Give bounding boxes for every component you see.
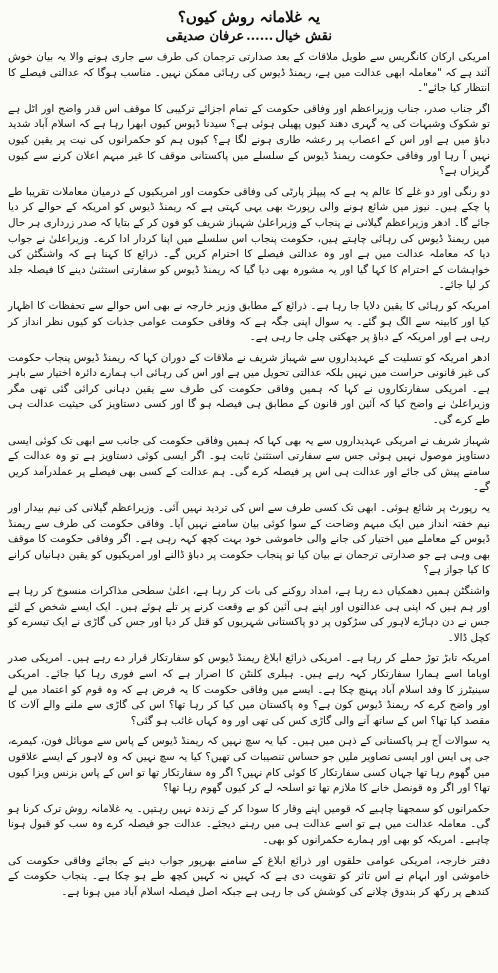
paragraph: واشنگٹن ہمیں دھمکیاں دے رہا ہے، امداد روکنے کی بات کر رہا ہے، اعلیٰ سطحی مذاکرات منسوخ کر رہا ہے اور ہم ہیں کہ اپنی ہی عدالتوں اور اپنے ہی آئین کو بے وقعت کرنے پر تلے ہوئے ہیں۔ ایک ایسے شخص کے لئے جس نے دن دہاڑے لاہور کی سڑکوں پر دو پاکستانی شہریوں کو قتل کر دیا اور جس کی گاڑی نے ایک تیسرے کو کچل ڈالا۔ [8,585,490,644]
paragraph: اگر جناب صدر، جناب وزیراعظم اور وفاقی حکومت کے تمام اجزائے ترکیبی کا موقف اس قدر واضح اور اٹل ہے تو شکوک وشبہات کی یہ گہری دھند کیوں پھیلی ہوئی ہے؟ سیدنا ڈیوس کیوں ابھرا رہا ہے کہ اسلام آباد شدید دباؤ میں ہے اور اس کے اعصاب پر رعشہ طاری ہونے لگا ہے؟ کیوں ہم کو حکمرانوں کی نیت پر یقین کیوں نہیں آ رہا اور وفاقی حکومت ریمنڈ ڈیوس کے سلسلے میں پاکستانی موقف کا غیر مبہم اعلان کرنے سے کیوں گریزاں ہے؟ [8,102,490,178]
paragraph: شہباز شریف نے امریکی عہدیداروں سے یہ بھی کہا کہ ہمیں وفاقی حکومت کی جانب سے ابھی تک کوئی ایسی دستاویز موصول نہیں ہوئی جس سے سفارتی استثنیٰ ثابت ہو۔ اگر ایسی کوئی دستاویز ہے تو وہ عدالت کے سامنے پیش کی جائے اور عدالت ہی اس پر فیصلہ کرے گی۔ ہم عدالت کے کسی بھی فیصلے پر عملدرآمد کریں گے۔ [8,434,490,494]
paragraph: امریکہ تابڑ توڑ حملے کر رہا ہے۔ امریکی ذرائع ابلاغ ریمنڈ ڈیوس کو سفارتکار قرار دے رہے ہیں۔ امریکی صدر اوباما اسے ہمارا سفارتکار کہہ رہے ہیں۔ ہیلری کلنٹن کا اصرار ہے کہ اسے فوری رہا کیا جائے۔ امریکی سینیٹرز کا وفد اسلام آباد پہنچ چکا ہے۔ ایسے میں وفاقی حکومت کا یہ فرض ہے کہ وہ قوم کو اعتماد میں لے اور واضح کرے کہ ریمنڈ ڈیوس کون ہے؟ وہ پاکستان میں کیا کر رہا تھا؟ اس کی گاڑی سے ملنے والے آلات کا مقصد کیا تھا؟ اس کے ساتھ آنے والی گاڑی کس کی تھی اور وہ کہاں غائب ہو گئی؟ [8,652,490,727]
byline-author: عرفان صدیقی [166,29,245,44]
paragraph: ادھر امریکہ کو تسلیت کے عہدیداروں سے شہباز شریف نے ملاقات کے دوران کہا کہ ریمنڈ ڈیوس پنجاب حکومت کی غیر قانونی حراست میں نہیں بلکہ عدالتی تحویل میں ہے اور اس کی رہائی اب ہمارے دائرہ اختیار سے باہر ہے۔ امریکی سفارتکاروں نے کہا کہ ہمیں وفاقی حکومت کی طرف سے یقین دہانی کرائی گئی تھی مگر وزیراعلیٰ نے واضح کیا کہ آئین اور قانون کے مطابق ہی فیصلہ ہو گا اور کسی دستاویز کی حیثیت عدالت ہی طے کرے گی۔ [8,351,490,427]
headline: یہ غلامانہ روش کیوں؟ [177,8,321,26]
byline [8,28,490,46]
paragraph: امریکی ارکان کانگریس سے طویل ملاقات کے بعد صدارتی ترجمان کی طرف سے جاری ہونے والا یہ بیان خوش آئند ہے کہ "معاملہ ابھی عدالت میں ہے، ریمنڈ ڈیوس کی رہائی ممکن نہیں۔ مناسب ہوگا کہ عدالتی فیصلے کا انتظار کیا جائے"۔ [8,51,490,95]
paragraph: یہ سوالات آج ہر پاکستانی کے ذہن میں ہیں۔ کیا یہ سچ نہیں کہ ریمنڈ ڈیوس کے پاس سے موبائل فون، کیمرے، جی پی ایس اور ایسی تصاویر ملیں جو حساس تنصیبات کی تھیں؟ کیا یہ سچ نہیں کہ وہ لاہور کے ایسے علاقوں میں گھوم رہا تھا جہاں کسی سفارتکار کا کوئی کام نہیں؟ اگر وہ سفارتکار تھا تو اس کے پاس بزنس ویزا کیوں تھا؟ اور اگر وہ قونصل خانے کا ملازم تھا تو اسلحہ لے کر کیوں گھوم رہا تھا؟ [8,735,490,795]
byline-separator: ...... [246,29,274,44]
paragraph: یہ رپورٹ پر شائع ہوئی۔ ابھی تک کسی طرف سے اس کی تردید نہیں آئی۔ وزیراعظم گیلانی کی نیم بیدار اور نیم خفتہ انداز میں ایک مبہم وضاحت کے سوا کوئی بیان سامنے نہیں آیا۔ وفاقی حکومت کی طرف سے ریمنڈ ڈیوس کے معاملے میں اختیار کی جانے والی خاموشی خود بہت کچھ کہہ رہی ہے۔ اگر وفاقی حکومت کا موقف بھی وہی ہے جو صدارتی ترجمان نے بیان کیا تو پنجاب حکومت پر دباؤ ڈالنے اور امریکیوں کو یقین دہانیاں کرانے کا کیا جواز ہے؟ [8,502,490,577]
paragraph: امریکہ کو رہائی کا یقین دلایا جا رہا ہے۔ ذرائع کے مطابق وزیر خارجہ نے بھی اس حوالے سے تحفظات کا اظہار کیا اور کابینہ سے الگ ہو گئے۔ یہ سوال اپنی جگہ ہے کہ وفاقی حکومت عوامی جذبات کو کیوں نظر انداز کر رہی ہے اور امریکہ کے دباؤ پر جھکتی چلی جا رہی ہے۔ [8,299,490,344]
byline-prefix: نقش خیال [275,29,332,44]
article-body [8,50,490,900]
paragraph: حکمرانوں کو سمجھنا چاہیے کہ قومیں اپنے وقار کا سودا کر کے زندہ نہیں رہتیں۔ یہ غلامانہ روش ترک کرنا ہو گی۔ معاملہ عدالت میں ہے تو اسے عدالت ہی میں رہنے دیجئے۔ عدالت جو فیصلہ کرے وہ سب کو قبول ہونا چاہیے۔ امریکہ کو بھی اور ہمارے حکمرانوں کو بھی۔ [8,802,490,846]
paragraph: دو رنگی اور دو غلے کا عالم یہ ہے کہ پیپلز پارٹی کی وفاقی حکومت اور امریکیوں کے درمیان معاملات تقریبا طے پا چکے ہیں۔ نیوز میں شائع ہونے والی رپورٹ بھی یہی کہتی ہے کہ ریمنڈ ڈیوس کو امریکہ کے حوالے کر دیا جائے گا۔ ادھر وزیراعظم گیلانی نے پنجاب کے وزیراعلیٰ شہباز شریف کو فون کر کے بتایا کہ صدر زرداری ہر حال میں ریمنڈ ڈیوس کی رہائی چاہتے ہیں، حکومت پنجاب اس سلسلے میں اپنا کردار ادا کرے۔ وزیراعلیٰ نے جواب دیا کہ معاملہ عدالت میں ہے اور وہ عدالتی فیصلے کا احترام کریں گے۔ ذرائع کا کہنا ہے کہ واشنگٹن کی خواہشات کے احترام کا کہا گیا اور یہ مشورہ بھی دیا گیا کہ ریمنڈ ڈیوس کو سفارتی استثنیٰ دینے کا فیصلہ جلد کر لیا جائے۔ [8,185,490,292]
paragraph: دفتر خارجہ، امریکی عوامی حلقوں اور ذرائع ابلاغ کے سامنے بھرپور جواب دینے کے بجائے وفاقی حکومت کی خاموشی اور ابہام نے اس تاثر کو تقویت دی ہے کہ کہیں نہ کہیں کچھ طے ہو چکا ہے۔ پنجاب حکومت کے کندھے پر رکھ کر بندوق چلانے کی کوشش کی جا رہی ہے جبکہ اصل فیصلہ اسلام آباد میں ہونا ہے۔ [8,854,490,898]
